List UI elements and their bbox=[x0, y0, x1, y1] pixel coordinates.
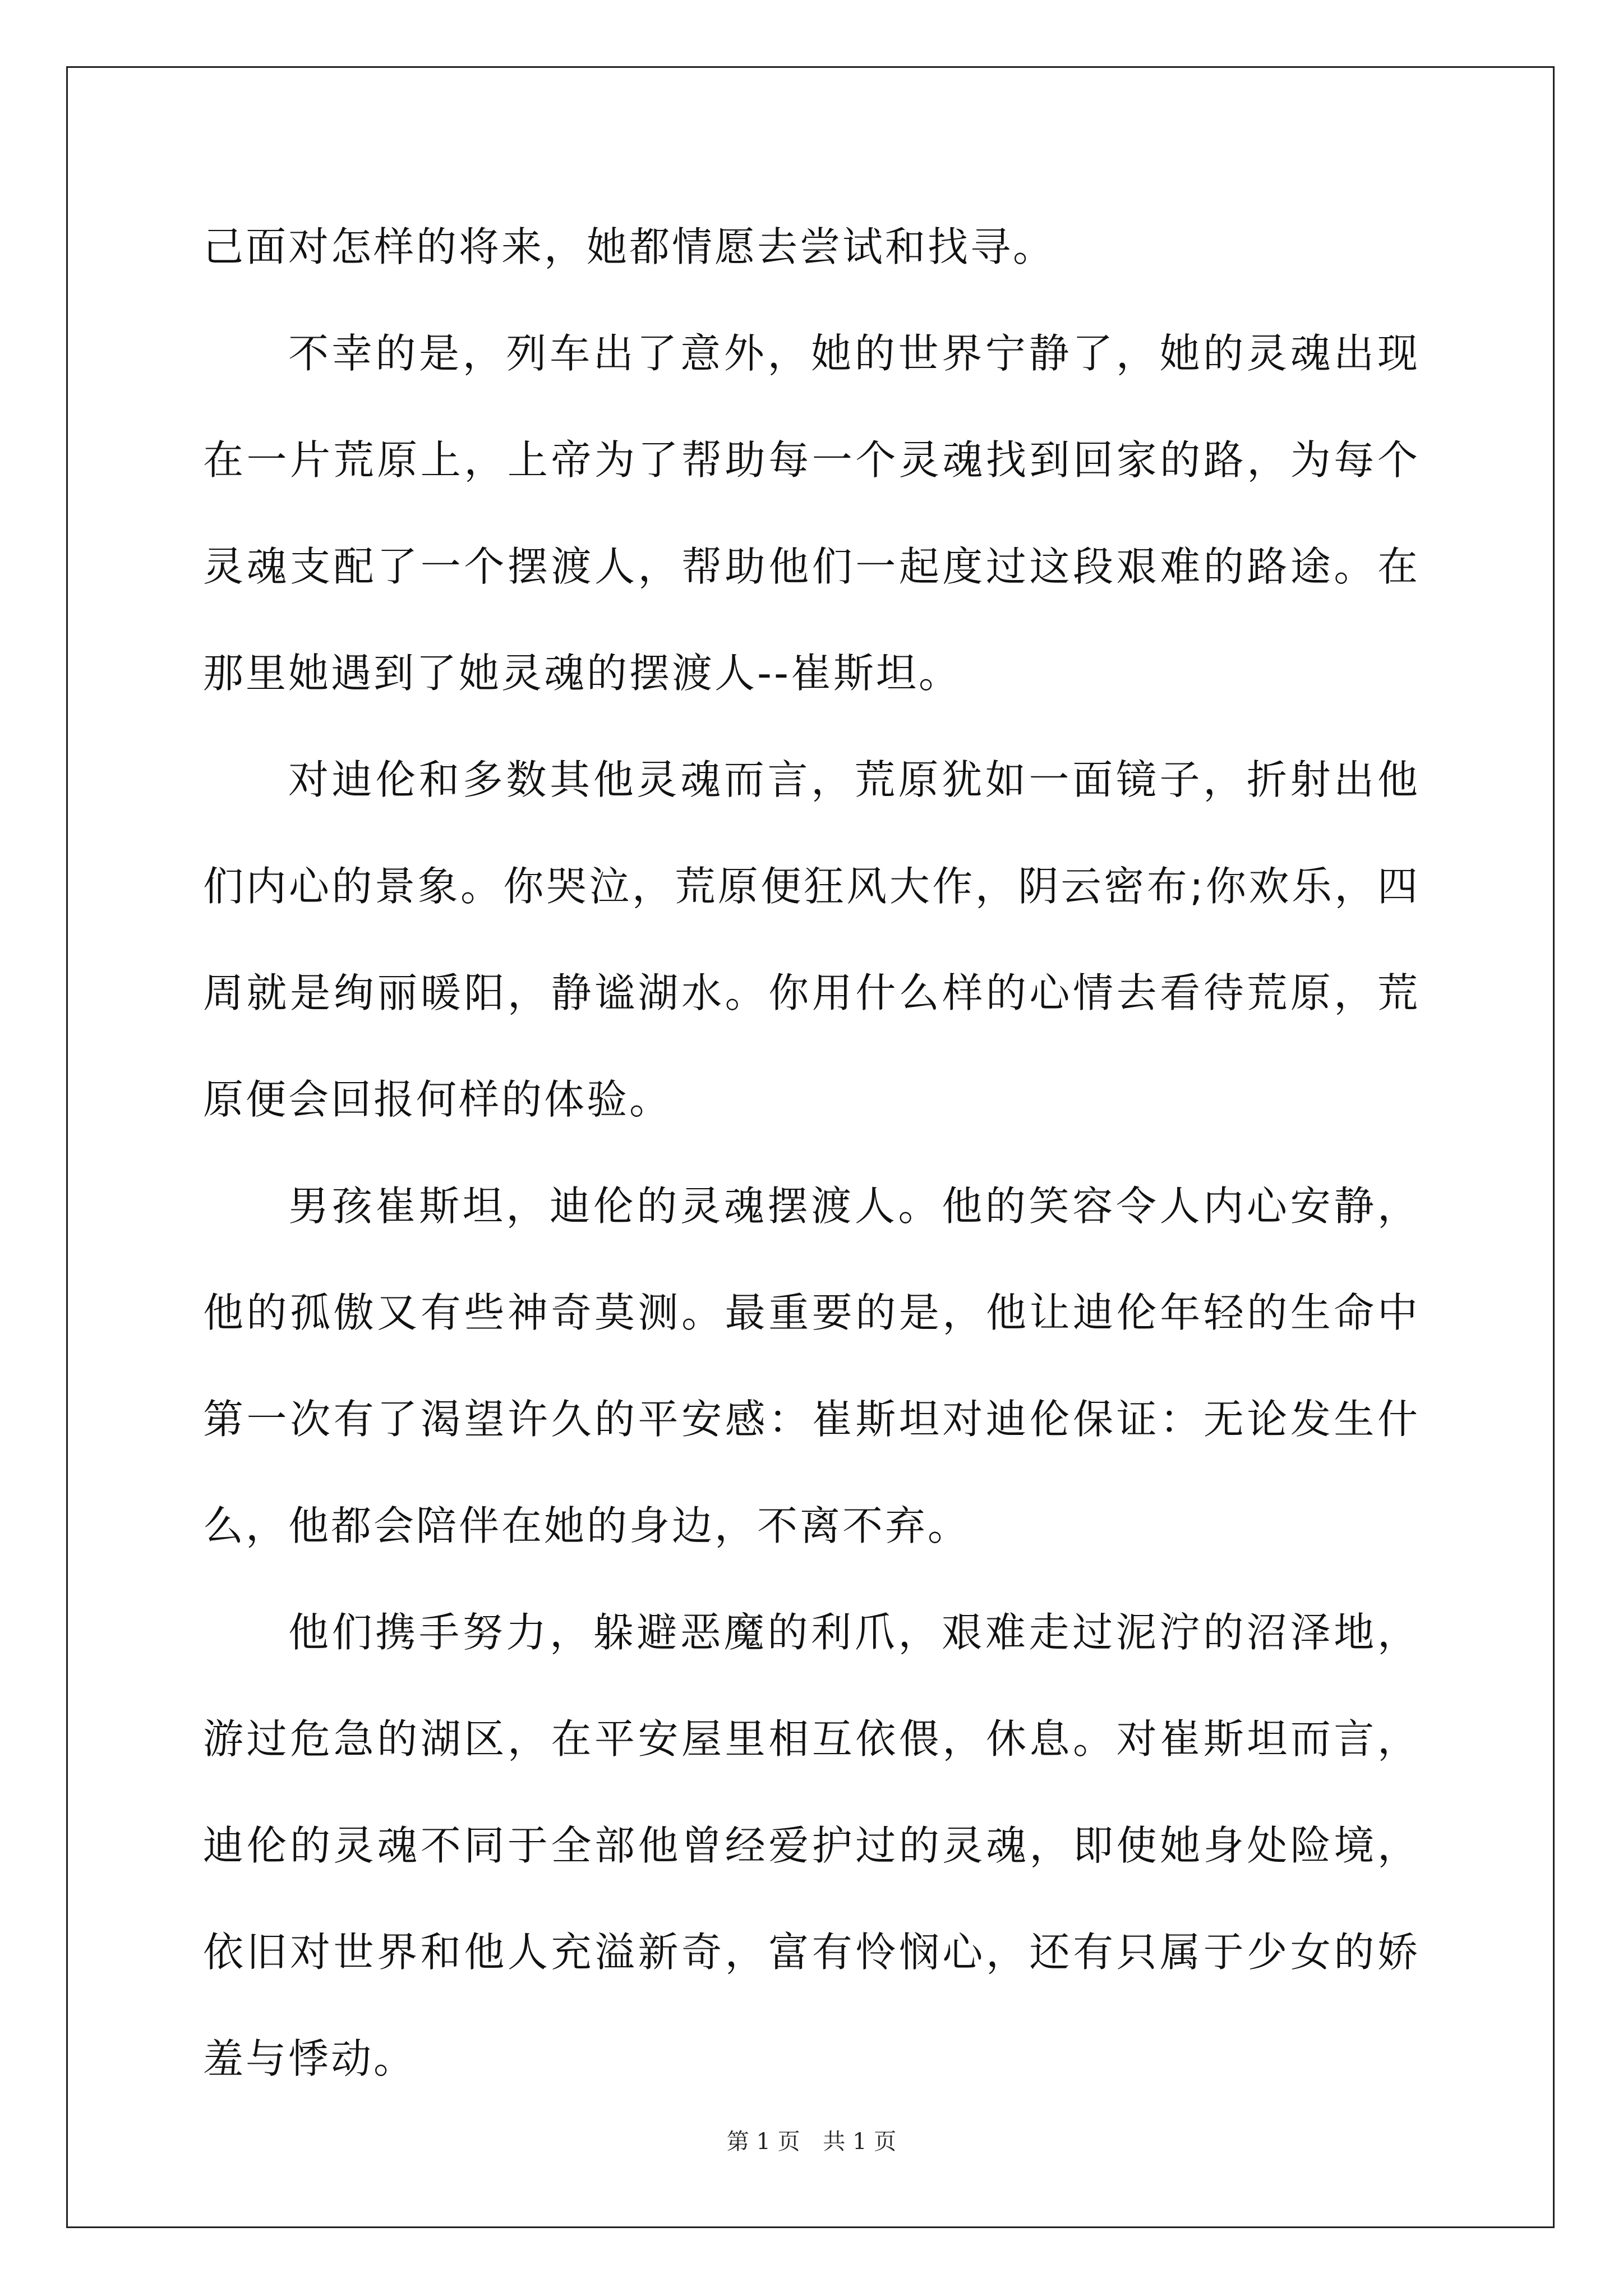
paragraph-4: 男孩崔斯坦，迪伦的灵魂摆渡人。他的笑容令人内心安静，他的孤傲又有些神奇莫测。最重要的是，他让迪伦年轻的生命中第一次有了渴望许久的平安感：崔斯坦对迪伦保证：无论发生什么，他都会陪伴在她的身边，不离不弃。 bbox=[203, 1182, 1420, 1549]
paragraph-1: 己面对怎样的将来，她都情愿去尝试和找寻。 bbox=[203, 223, 1056, 270]
document-body bbox=[203, 194, 1420, 2112]
page-total: 共 1 页 bbox=[823, 2129, 897, 2155]
page-footer bbox=[0, 2124, 1623, 2156]
paragraph-5: 他们携手努力，躲避恶魔的利爪，艰难走过泥泞的沼泽地，游过危急的湖区，在平安屋里相互依偎，休息。对崔斯坦而言，迪伦的灵魂不同于全部他曾经爱护过的灵魂，即使她身处险境，依旧对世界和他人充溢新奇，富有怜悯心，还有只属于少女的娇羞与悸动。 bbox=[203, 1609, 1420, 2082]
paragraph-2: 不幸的是，列车出了意外，她的世界宁静了，她的灵魂出现在一片荒原上，上帝为了帮助每一个灵魂找到回家的路，为每个灵魂支配了一个摆渡人，帮助他们一起度过这段艰难的路途。在那里她遇到了她灵魂的摆渡人--崔斯坦。 bbox=[203, 330, 1420, 697]
paragraph-3: 对迪伦和多数其他灵魂而言，荒原犹如一面镜子，折射出他们内心的景象。你哭泣，荒原便狂风大作，阴云密布;你欢乐，四周就是绚丽暖阳，静谧湖水。你用什么样的心情去看待荒原，荒原便会回报何样的体验。 bbox=[203, 756, 1420, 1123]
page-number: 第 1 页 bbox=[726, 2129, 800, 2155]
